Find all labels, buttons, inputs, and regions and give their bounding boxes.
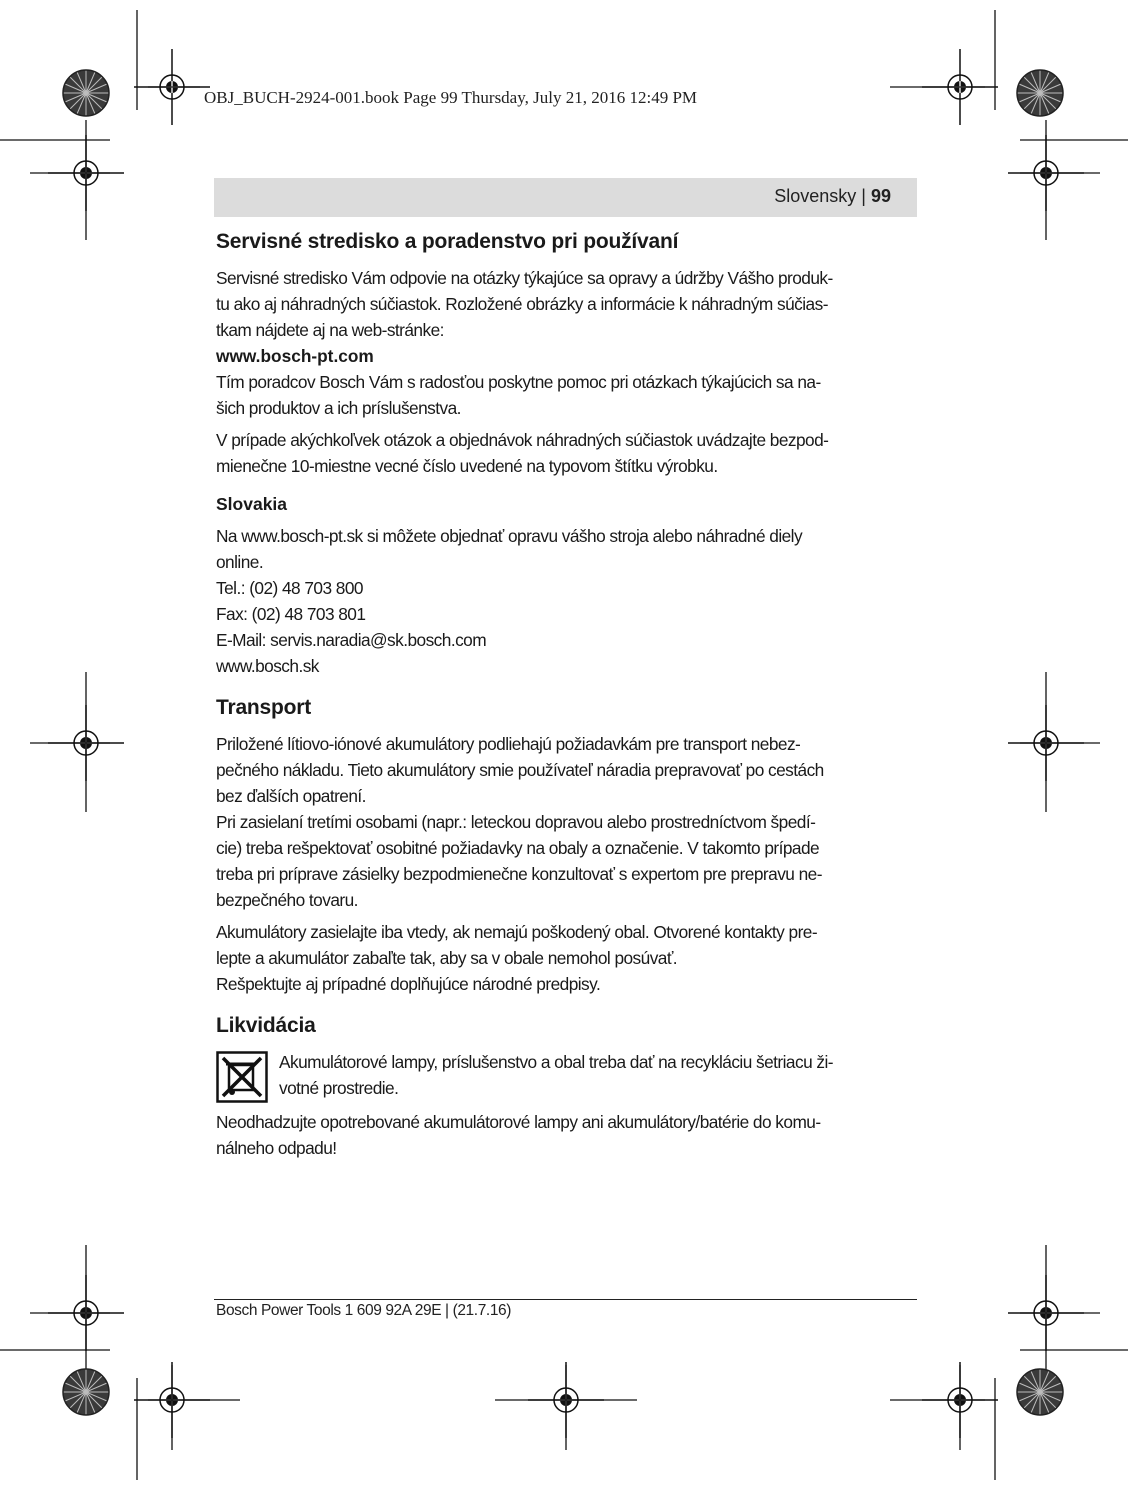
running-header bbox=[774, 186, 891, 207]
body-line: Pri zasielaní tretími osobami (napr.: leteckou dopravou alebo prostredníctvom špedí- bbox=[216, 812, 816, 832]
running-header-language: Slovensky bbox=[774, 186, 857, 206]
star-target bbox=[63, 1369, 109, 1415]
subsection-heading-slovakia: Slovakia bbox=[216, 494, 288, 514]
body-line: bez ďalších opatrení. bbox=[216, 786, 366, 806]
body-line: Tím poradcov Bosch Vám s radosťou poskytne pomoc pri otázkach týkajúcich sa na- bbox=[216, 372, 821, 392]
page-number: 99 bbox=[870, 186, 891, 206]
body-line: cie) treba rešpektovať osobitné požiadavky na obaly a označenie. V takomto prípade bbox=[216, 838, 820, 858]
body-line: Na www.bosch-pt.sk si môžete objednať opravu vášho stroja alebo náhradné diely bbox=[216, 526, 803, 546]
page-content bbox=[216, 228, 922, 1161]
body-line: Priložené lítiovo-iónové akumulátory podliehajú požiadavkám pre transport nebez- bbox=[216, 734, 801, 754]
body-line: šich produktov a ich príslušenstva. bbox=[216, 398, 461, 418]
body-line: Akumulátorové lampy, príslušenstvo a obal treba dať na recykláciu šetriacu ži- bbox=[279, 1052, 833, 1072]
star-target bbox=[63, 70, 109, 116]
print-slug: OBJ_BUCH-2924-001.book Page 99 Thursday, July 21, 2016 12:49 PM bbox=[204, 88, 698, 107]
star-target bbox=[1017, 1369, 1063, 1415]
body-line: tkam nájdete aj na web-stránke: bbox=[216, 320, 444, 340]
body-line: pečného nákladu. Tieto akumulátory smie používateľ náradia prepravovať po cestách bbox=[216, 760, 824, 780]
running-header-separator: | bbox=[856, 186, 871, 206]
body-line: tu ako aj náhradných súčiastok. Rozložené obrázky a informácie k náhradným súčias- bbox=[216, 294, 828, 314]
star-target bbox=[1017, 70, 1063, 116]
body-line: Akumulátory zasielajte iba vtedy, ak nemajú poškodený obal. Otvorené kontakty pre- bbox=[216, 922, 818, 942]
body-line: lepte a akumulátor zabaľte tak, aby sa v obale nemohol posúvať. bbox=[216, 948, 678, 968]
section-heading-disposal: Likvidácia bbox=[216, 1014, 316, 1037]
email-address[interactable]: E-Mail: servis.naradia@sk.bosch.com bbox=[216, 630, 487, 650]
body-line: Servisné stredisko Vám odpovie na otázky týkajúce sa opravy a údržby Vášho produk- bbox=[216, 268, 833, 288]
body-line: nálneho odpadu! bbox=[216, 1138, 337, 1158]
body-line: mienečne 10-miestne vecné číslo uvedené na typovom štítku výrobku. bbox=[216, 456, 718, 476]
disposal-icon-text bbox=[279, 1049, 833, 1101]
body-line: Rešpektujte aj prípadné doplňujúce národné predpisy. bbox=[216, 974, 601, 994]
body-line: online. bbox=[216, 552, 264, 572]
page-footer: Bosch Power Tools 1 609 92A 29E | (21.7.16) bbox=[216, 1302, 512, 1319]
fax-number: Fax: (02) 48 703 801 bbox=[216, 604, 366, 624]
section-heading-service: Servisné stredisko a poradenstvo pri používaní bbox=[216, 230, 679, 253]
crossed-out-wheelie-bin-icon bbox=[216, 1051, 268, 1103]
running-header-band bbox=[214, 178, 917, 217]
body-line: treba pri príprave zásielky bezpodmienečne konzultovať s expertom pre prepravu ne- bbox=[216, 864, 822, 884]
disposal-notice bbox=[216, 1049, 922, 1103]
phone-number: Tel.: (02) 48 703 800 bbox=[216, 578, 363, 598]
website-link[interactable]: www.bosch.sk bbox=[216, 656, 319, 676]
website-link[interactable]: www.bosch-pt.com bbox=[216, 346, 374, 366]
body-line: V prípade akýchkoľvek otázok a objednávok náhradných súčiastok uvádzajte bezpod- bbox=[216, 430, 829, 450]
body-line: votné prostredie. bbox=[279, 1078, 399, 1098]
body-line: Neodhadzujte opotrebované akumulátorové lampy ani akumulátory/batérie do komu- bbox=[216, 1112, 821, 1132]
section-heading-transport: Transport bbox=[216, 696, 312, 719]
body-line: bezpečného tovaru. bbox=[216, 890, 358, 910]
footer-divider bbox=[214, 1299, 917, 1300]
